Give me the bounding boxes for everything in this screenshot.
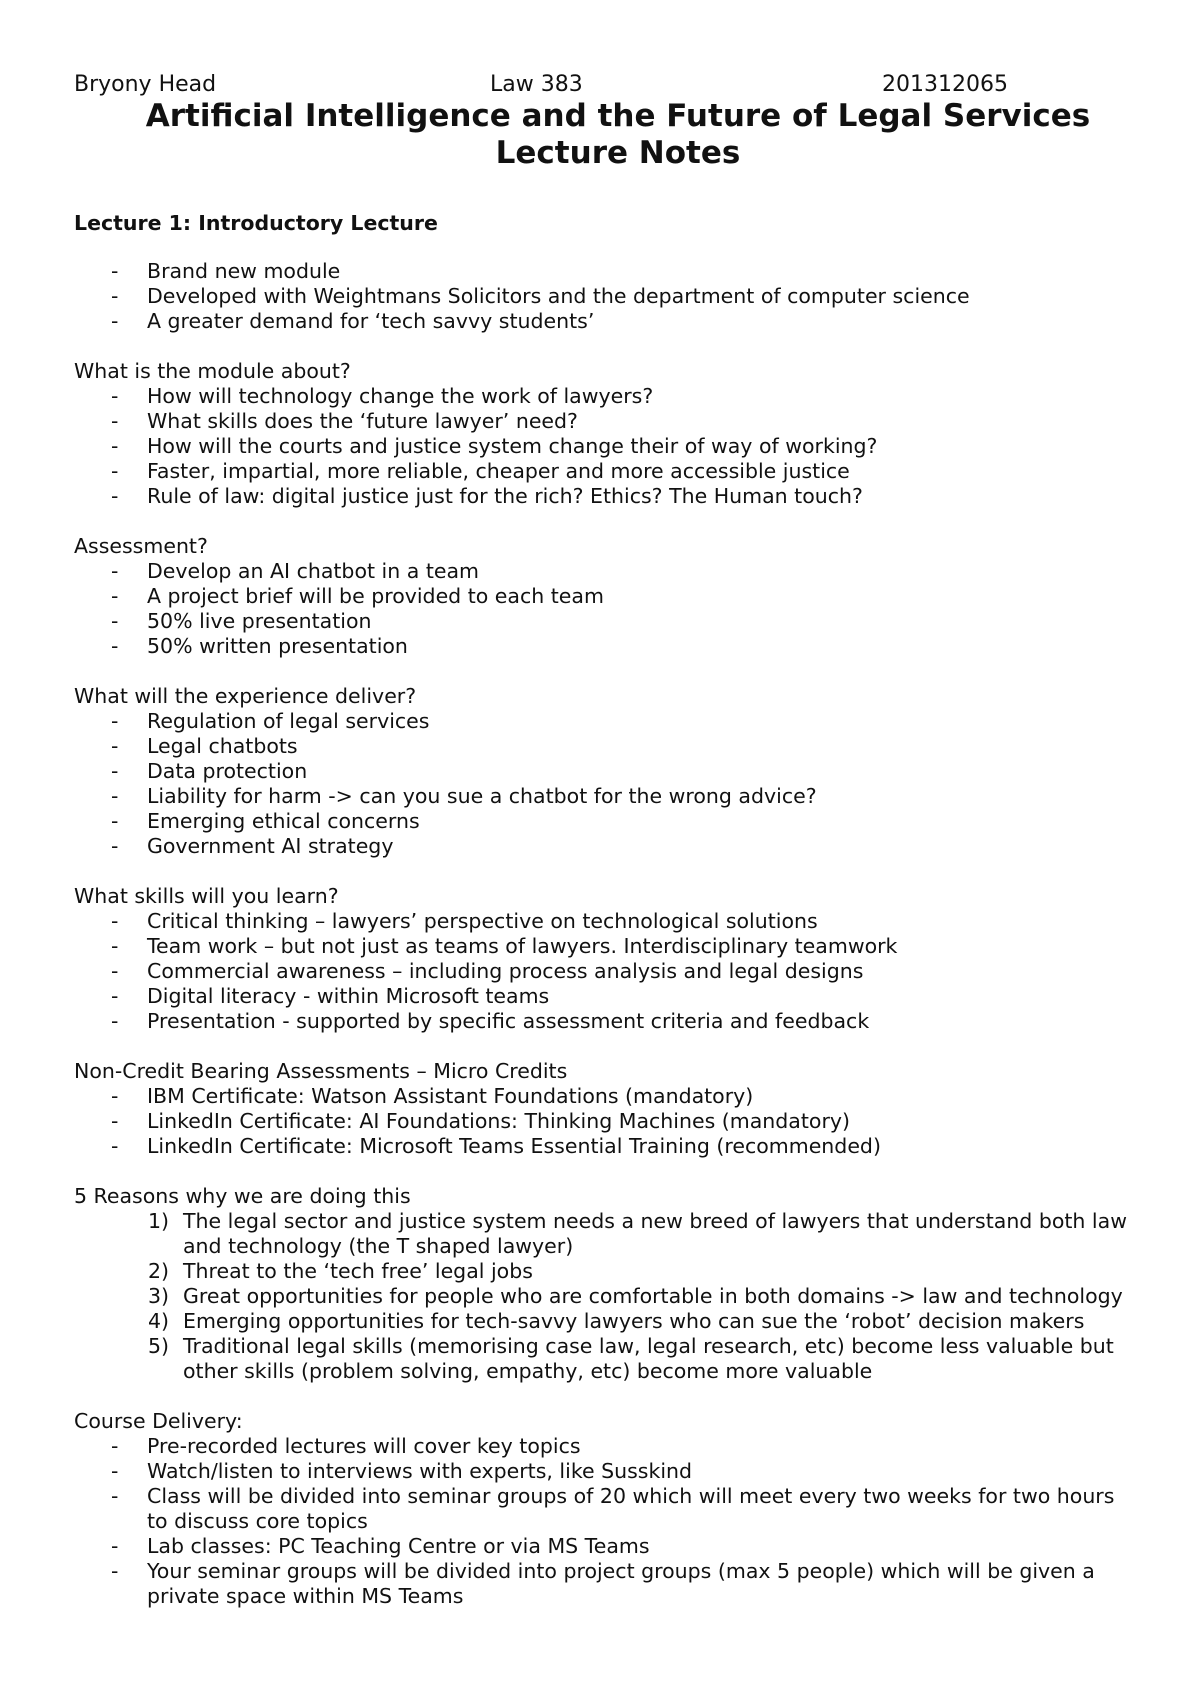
list-item: - Digital literacy - within Microsoft teams xyxy=(111,984,550,1008)
dash-marker: - xyxy=(111,284,119,308)
dash-marker: - xyxy=(111,459,119,483)
list-item: - Data protection xyxy=(111,759,308,783)
title-line-2: Lecture Notes xyxy=(495,135,741,171)
section-skills xyxy=(74,884,1140,1034)
dash-marker: - xyxy=(111,834,119,858)
dash-marker: - xyxy=(111,484,119,508)
section-title: What is the module about? xyxy=(74,359,351,383)
dash-marker: - xyxy=(111,709,119,733)
list-item: 1) The legal sector and justice system needs a new breed of lawyers that understand both law and technology (the T shaped lawyer) xyxy=(148,1209,1127,1258)
dash-marker: - xyxy=(111,384,119,408)
dash-marker: - xyxy=(111,584,119,608)
dash-marker: - xyxy=(111,909,119,933)
list-item: 5) Traditional legal skills (memorising case law, legal research, etc) become less valuable but other skills (problem solving, empathy, etc) become more valuable xyxy=(148,1334,1114,1383)
bullet-list xyxy=(74,909,1140,1034)
section-course-delivery xyxy=(74,1409,1140,1609)
student-id: 201312065 xyxy=(882,72,1008,97)
dash-marker: - xyxy=(111,309,119,333)
dash-marker: - xyxy=(111,759,119,783)
bullet-list xyxy=(74,384,1140,509)
dash-marker: - xyxy=(111,1009,119,1033)
section-assessment xyxy=(74,534,1140,659)
document-header xyxy=(74,72,1140,98)
list-item: - What skills does the ‘future lawyer’ need? xyxy=(111,409,578,433)
author-name: Bryony Head xyxy=(74,72,217,97)
dash-marker: - xyxy=(111,1434,119,1458)
number-marker: 2) xyxy=(148,1259,170,1283)
dash-marker: - xyxy=(111,1534,119,1558)
dash-marker: - xyxy=(111,984,119,1008)
list-item: - Emerging ethical concerns xyxy=(111,809,420,833)
bullet-list xyxy=(74,559,1140,659)
section-title: What will the experience deliver? xyxy=(74,684,417,708)
dash-marker: - xyxy=(111,409,119,433)
list-item: - How will the courts and justice system change their of way of working? xyxy=(111,434,878,458)
dash-marker: - xyxy=(111,1109,119,1133)
number-marker: 5) xyxy=(148,1334,170,1358)
section-title: What skills will you learn? xyxy=(74,884,339,908)
section-title: Non-Credit Bearing Assessments – Micro Credits xyxy=(74,1059,568,1083)
list-item: - Liability for harm -> can you sue a chatbot for the wrong advice? xyxy=(111,784,817,808)
section-experience xyxy=(74,684,1140,859)
dash-marker: - xyxy=(111,784,119,808)
section-title: Assessment? xyxy=(74,534,208,558)
section-reasons xyxy=(74,1184,1140,1384)
list-item: - Commercial awareness – including process analysis and legal designs xyxy=(111,959,864,983)
section-micro-credits xyxy=(74,1059,1140,1159)
number-marker: 4) xyxy=(148,1309,170,1333)
list-item: - 50% live presentation xyxy=(111,609,372,633)
list-item: - Watch/listen to interviews with experts, like Susskind xyxy=(111,1459,693,1483)
list-item: - Pre-recorded lectures will cover key topics xyxy=(111,1434,581,1458)
dash-marker: - xyxy=(111,734,119,758)
section-title: 5 Reasons why we are doing this xyxy=(74,1184,411,1208)
list-item: - IBM Certificate: Watson Assistant Foundations (mandatory) xyxy=(111,1084,754,1108)
list-item: - Your seminar groups will be divided into project groups (max 5 people) which will be given a private space within MS Teams xyxy=(111,1559,1095,1608)
list-item: - Regulation of legal services xyxy=(111,709,430,733)
list-item: - Presentation - supported by specific assessment criteria and feedback xyxy=(111,1009,870,1033)
list-item: - Developed with Weightmans Solicitors and the department of computer science xyxy=(111,284,970,308)
intro-section xyxy=(74,259,1140,334)
dash-marker: - xyxy=(111,259,119,283)
list-item: 3) Great opportunities for people who are comfortable in both domains -> law and technology xyxy=(148,1284,1123,1308)
dash-marker: - xyxy=(111,434,119,458)
dash-marker: - xyxy=(111,1484,119,1508)
numbered-list xyxy=(74,1209,1140,1384)
list-item: - LinkedIn Certificate: AI Foundations: Thinking Machines (mandatory) xyxy=(111,1109,850,1133)
dash-marker: - xyxy=(111,934,119,958)
list-item: - A project brief will be provided to each team xyxy=(111,584,604,608)
dash-marker: - xyxy=(111,1559,119,1583)
bullet-list xyxy=(74,1084,1140,1159)
list-item: - Class will be divided into seminar groups of 20 which will meet every two weeks for two hours to discuss core topics xyxy=(111,1484,1115,1533)
list-item: 2) Threat to the ‘tech free’ legal jobs xyxy=(148,1259,533,1283)
number-marker: 1) xyxy=(148,1209,170,1233)
dash-marker: - xyxy=(111,609,119,633)
section-module-about xyxy=(74,359,1140,509)
list-item: - Lab classes: PC Teaching Centre or via MS Teams xyxy=(111,1534,650,1558)
intro-list xyxy=(74,259,1140,334)
dash-marker: - xyxy=(111,634,119,658)
list-item: - 50% written presentation xyxy=(111,634,408,658)
list-item: - Government AI strategy xyxy=(111,834,394,858)
number-marker: 3) xyxy=(148,1284,170,1308)
lecture-heading: Lecture 1: Introductory Lecture xyxy=(74,211,438,235)
list-item: - A greater demand for ‘tech savvy students’ xyxy=(111,309,595,333)
dash-marker: - xyxy=(111,959,119,983)
dash-marker: - xyxy=(111,809,119,833)
bullet-list xyxy=(74,709,1140,859)
dash-marker: - xyxy=(111,1084,119,1108)
list-item: - Faster, impartial, more reliable, cheaper and more accessible justice xyxy=(111,459,850,483)
list-item: - Develop an AI chatbot in a team xyxy=(111,559,480,583)
dash-marker: - xyxy=(111,1134,119,1158)
list-item: - How will technology change the work of lawyers? xyxy=(111,384,654,408)
list-item: - Legal chatbots xyxy=(111,734,298,758)
list-item: - Critical thinking – lawyers’ perspective on technological solutions xyxy=(111,909,818,933)
document-title xyxy=(74,98,1162,172)
list-item: - Brand new module xyxy=(111,259,341,283)
course-code: Law 383 xyxy=(490,72,583,97)
list-item: - Rule of law: digital justice just for the rich? Ethics? The Human touch? xyxy=(111,484,863,508)
section-title: Course Delivery: xyxy=(74,1409,243,1433)
list-item: 4) Emerging opportunities for tech-savvy lawyers who can sue the ‘robot’ decision makers xyxy=(148,1309,1085,1333)
title-line-1: Artificial Intelligence and the Future of Legal Services xyxy=(145,98,1091,134)
list-item: - LinkedIn Certificate: Microsoft Teams Essential Training (recommended) xyxy=(111,1134,881,1158)
bullet-list xyxy=(74,1434,1140,1609)
list-item: - Team work – but not just as teams of lawyers. Interdisciplinary teamwork xyxy=(111,934,898,958)
dash-marker: - xyxy=(111,559,119,583)
dash-marker: - xyxy=(111,1459,119,1483)
